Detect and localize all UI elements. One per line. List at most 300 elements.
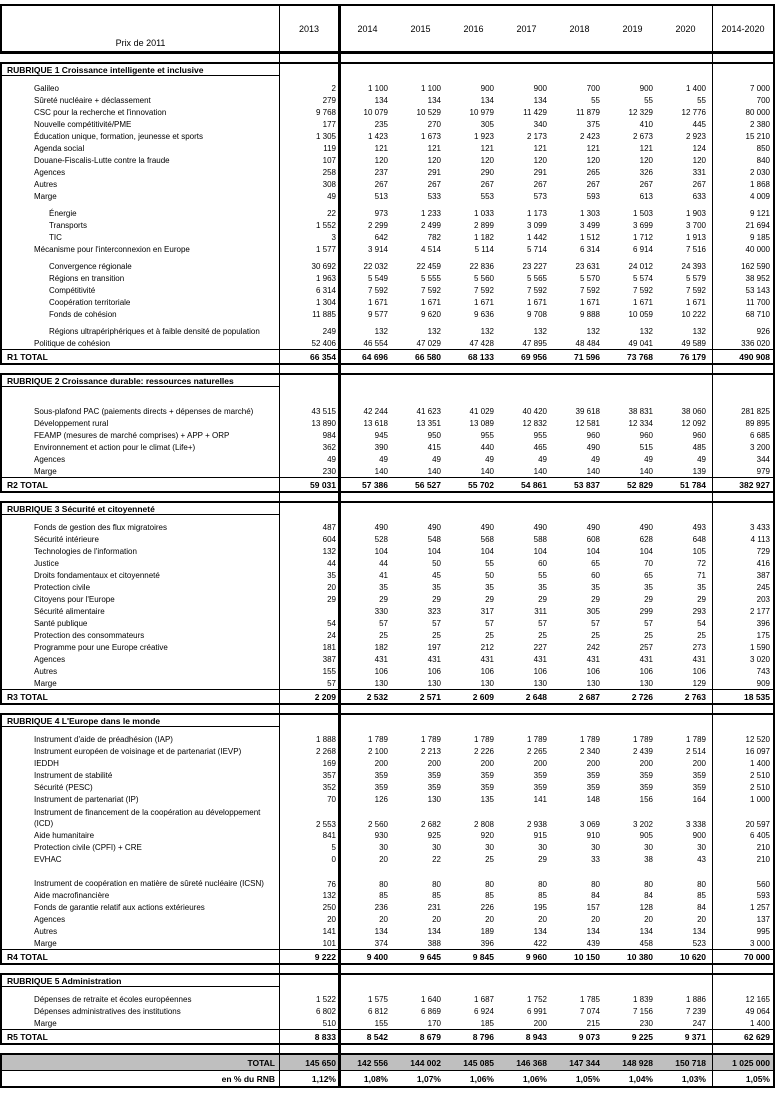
row-label: Sécurité intérieure <box>2 533 280 545</box>
cell-2014-2020: 175 <box>712 629 773 641</box>
cell-2018: 431 <box>586 654 600 664</box>
year-cells-group <box>341 889 712 901</box>
footer-row-total <box>2 1055 773 1071</box>
cell-2014-2020: 18 535 <box>712 690 773 703</box>
cell-2019: 200 <box>639 758 653 768</box>
cell-2020: 139 <box>692 466 706 476</box>
cell-2019: 156 <box>639 794 653 804</box>
row-label: Sûreté nucléaire + déclassement <box>2 94 280 106</box>
cell-2017: 195 <box>533 902 547 912</box>
table-row-fonds-de-garantie-relatif-aux-actions-ext-rieures <box>2 901 773 913</box>
row-label: CSC pour la recherche et l'innovation <box>2 106 280 118</box>
cell-2013: 9 768 <box>280 106 341 118</box>
row-label: R4 TOTAL <box>2 950 280 963</box>
cell-2014-2020: 593 <box>712 889 773 901</box>
cell-2015: 1,07% <box>416 1073 441 1084</box>
cell-2017: 3 099 <box>526 220 547 230</box>
cell-2017: 9 708 <box>526 309 547 319</box>
spacer-row <box>2 387 773 405</box>
cell-2016: 185 <box>480 1018 494 1028</box>
cell-2016: 431 <box>480 654 494 664</box>
cell-2018: 25 <box>591 630 600 640</box>
cell-2020: 35 <box>697 582 706 592</box>
cell-2019: 628 <box>639 534 653 544</box>
cell-2017: 54 861 <box>521 479 547 490</box>
year-cells-group <box>341 503 712 515</box>
table-row-agenda-social <box>2 142 773 154</box>
cell-2013: 35 <box>280 569 341 581</box>
row-label: Instrument de stabilité <box>2 769 280 781</box>
cell-2016: 130 <box>480 678 494 688</box>
cell-2018: 106 <box>586 666 600 676</box>
cell-2016: 35 <box>485 582 494 592</box>
row-label: TIC <box>2 231 280 243</box>
col-header-2015: 2015 <box>410 23 431 34</box>
cell-2020: 24 393 <box>681 261 706 271</box>
year-cells-group <box>341 841 712 853</box>
cell-2013: 141 <box>280 925 341 937</box>
cell-2016: 55 <box>485 558 494 568</box>
cell-2013 <box>280 375 341 387</box>
row-label: R1 TOTAL <box>2 350 280 363</box>
cell-2019: 73 768 <box>627 351 653 362</box>
cell-2014-2020: 3 200 <box>712 441 773 453</box>
cell-2020: 55 <box>697 95 706 105</box>
row-label: Autres <box>2 665 280 677</box>
cell-2016: 85 <box>485 890 494 900</box>
row-label: RUBRIQUE 4 L'Europe dans le monde <box>2 715 280 727</box>
year-cells-group <box>341 677 712 689</box>
cell-2018: 1 303 <box>579 208 600 218</box>
year-cells-group <box>341 805 712 829</box>
cell-2015: 231 <box>427 902 441 912</box>
cell-2018: 593 <box>586 191 600 201</box>
cell-2014-2020: 38 952 <box>712 272 773 284</box>
cell-2013: 44 <box>280 557 341 569</box>
cell-2014: 8 542 <box>366 1031 388 1042</box>
cell-2020: 7 516 <box>685 244 706 254</box>
cell-2013: 70 <box>280 793 341 805</box>
cell-2016: 22 836 <box>469 261 494 271</box>
cell-2018: 134 <box>586 926 600 936</box>
cell-2016: 120 <box>480 155 494 165</box>
cell-2017: 900 <box>533 83 547 93</box>
row-label: Galileo <box>2 82 280 94</box>
cell-2016: 490 <box>480 522 494 532</box>
cell-2014-2020 <box>712 387 773 405</box>
year-cells-group <box>341 337 712 349</box>
cell-2016: 30 <box>485 842 494 852</box>
cell-2015: 950 <box>427 430 441 440</box>
cell-2016: 25 <box>485 630 494 640</box>
separator-vline <box>712 54 713 62</box>
cell-2017: 49 <box>538 454 547 464</box>
cell-2015: 85 <box>432 890 441 900</box>
cell-2018: 242 <box>586 642 600 652</box>
year-cells-group <box>341 853 712 865</box>
cell-2020: 1 913 <box>685 232 706 242</box>
cell-2014: 490 <box>374 522 388 532</box>
year-cells-group <box>341 405 712 417</box>
cell-2014: 25 <box>379 630 388 640</box>
row-label: Agences <box>2 913 280 925</box>
cell-2016: 104 <box>480 546 494 556</box>
cell-2018: 359 <box>586 770 600 780</box>
cell-2017: 1,06% <box>522 1073 547 1084</box>
cell-2018: 120 <box>586 155 600 165</box>
cell-2018: 910 <box>586 830 600 840</box>
cell-2013: 3 <box>280 231 341 243</box>
rubrique-1-title-row <box>2 64 773 76</box>
cell-2020: 38 060 <box>681 406 706 416</box>
cell-2016: 106 <box>480 666 494 676</box>
cell-2019: 1,04% <box>628 1073 653 1084</box>
cell-2018: 148 <box>586 794 600 804</box>
cell-2020: 150 718 <box>675 1057 706 1068</box>
budget-table-sheet <box>0 4 775 1088</box>
cell-2014: 2 560 <box>367 820 388 829</box>
cell-2015: 56 527 <box>415 479 441 490</box>
row-label: Agences <box>2 653 280 665</box>
year-cells-group <box>341 260 712 272</box>
row-label: Autres <box>2 925 280 937</box>
cell-2018: 359 <box>586 782 600 792</box>
row-label: RUBRIQUE 1 Croissance intelligente et inclusive <box>2 64 280 76</box>
row-label: Protection civile <box>2 581 280 593</box>
cell-2016: 267 <box>480 179 494 189</box>
cell-2014-2020: 382 927 <box>712 478 773 491</box>
cell-2015: 533 <box>427 191 441 201</box>
table-row-instrument-de-financement-de-la-coop-ration-au-d-veloppement-icd <box>2 805 773 829</box>
cell-2013: 145 650 <box>280 1055 341 1070</box>
cell-2014: 126 <box>374 794 388 804</box>
row-label: Instrument de coopération en matière de sûreté nucléaire (ICSN) <box>2 865 280 889</box>
cell-2015: 49 <box>432 454 441 464</box>
table-row-protection-des-consommateurs <box>2 629 773 641</box>
cell-2014: 642 <box>374 232 388 242</box>
cell-2020: 132 <box>692 326 706 336</box>
cell-2015: 2 682 <box>420 820 441 829</box>
cell-2015: 134 <box>427 95 441 105</box>
cell-2014: 121 <box>374 143 388 153</box>
year-cells-group <box>341 465 712 477</box>
cell-2015: 22 459 <box>416 261 441 271</box>
table-row-s-curit-pesc <box>2 781 773 793</box>
cell-2018: 11 879 <box>576 107 600 117</box>
cell-2015: 20 <box>432 914 441 924</box>
cell-2020: 1 903 <box>685 208 706 218</box>
cell-2018: 215 <box>586 1018 600 1028</box>
cell-2018: 439 <box>586 938 600 948</box>
cell-2015: 120 <box>427 155 441 165</box>
cell-2014: 513 <box>374 191 388 201</box>
separator-vline <box>279 365 280 373</box>
cell-2014-2020: 2 510 <box>712 769 773 781</box>
cell-2015: 925 <box>427 830 441 840</box>
cell-2014-2020 <box>712 64 773 76</box>
cell-2016: 5 560 <box>473 273 494 283</box>
row-label: Justice <box>2 557 280 569</box>
cell-2013: 66 354 <box>280 350 341 363</box>
year-cells-group <box>341 901 712 913</box>
table-row-galileo <box>2 82 773 94</box>
row-label: Protection des consommateurs <box>2 629 280 641</box>
cell-2018: 39 618 <box>575 406 600 416</box>
separator-vline <box>712 365 713 373</box>
cell-2018: 7 592 <box>579 285 600 295</box>
col-header-2014: 2014 <box>357 23 378 34</box>
year-cells-group <box>341 629 712 641</box>
cell-2017: 2 938 <box>526 820 547 829</box>
row-label: Citoyens pour l'Europe <box>2 593 280 605</box>
cell-2017: 200 <box>533 758 547 768</box>
cell-2020: 1 886 <box>685 994 706 1004</box>
cell-2019: 106 <box>639 666 653 676</box>
cell-2014: 235 <box>374 119 388 129</box>
col-header-2019: 2019 <box>622 23 643 34</box>
cell-2017: 55 <box>538 570 547 580</box>
cell-2019: 128 <box>639 902 653 912</box>
cell-2017: 6 991 <box>526 1006 547 1016</box>
separator-vline <box>712 965 713 973</box>
cell-2014: 46 554 <box>363 338 388 348</box>
year-cells-group <box>341 375 712 387</box>
cell-2018: 2 687 <box>578 691 600 702</box>
cell-2014: 80 <box>379 880 388 889</box>
cell-2018: 6 314 <box>579 244 600 254</box>
cell-2020: 359 <box>692 770 706 780</box>
cell-2014: 2 299 <box>367 220 388 230</box>
cell-2020: 485 <box>692 442 706 452</box>
cell-2018: 490 <box>586 522 600 532</box>
table-row-autres <box>2 178 773 190</box>
cell-2013: 279 <box>280 94 341 106</box>
year-cells-group <box>341 64 712 76</box>
cell-2014-2020: 21 694 <box>712 219 773 231</box>
cell-2015: 57 <box>432 618 441 628</box>
cell-2014: 134 <box>374 95 388 105</box>
col-header-2018: 2018 <box>569 23 590 34</box>
cell-2018: 608 <box>586 534 600 544</box>
row-label: Régions ultrapériphériques et à faible densité de population <box>2 325 280 337</box>
cell-2018: 5 570 <box>579 273 600 283</box>
cell-2019: 3 202 <box>632 820 653 829</box>
cell-2020: 1 671 <box>685 297 706 307</box>
cell-2020: 49 589 <box>681 338 706 348</box>
cell-2018: 200 <box>586 758 600 768</box>
cell-2016: 226 <box>480 902 494 912</box>
year-cells-group <box>341 82 712 94</box>
cell-2016: 29 <box>485 594 494 604</box>
cell-2014: 6 812 <box>367 1006 388 1016</box>
cell-2013: 9 222 <box>280 950 341 963</box>
year-cells-group <box>341 284 712 296</box>
rubrique-3-title-row <box>2 503 773 515</box>
cell-2013: 2 <box>280 82 341 94</box>
cell-2013: 20 <box>280 581 341 593</box>
row-label: Marge <box>2 677 280 689</box>
cell-2014-2020: 6 685 <box>712 429 773 441</box>
cell-2014: 49 <box>379 454 388 464</box>
cell-2013: 487 <box>280 521 341 533</box>
cell-2014-2020: 743 <box>712 665 773 677</box>
cell-2014-2020: 387 <box>712 569 773 581</box>
cell-2018: 20 <box>591 914 600 924</box>
cell-2014-2020: 68 710 <box>712 308 773 320</box>
table-row-nergie <box>2 207 773 219</box>
cell-2016: 121 <box>480 143 494 153</box>
year-cells-group <box>341 231 712 243</box>
table-row-programme-pour-une-europe-cr-ative <box>2 641 773 653</box>
cell-2014: 1 575 <box>367 994 388 1004</box>
cell-2018: 132 <box>586 326 600 336</box>
separator-vline <box>338 1045 341 1053</box>
cell-2015: 9 620 <box>420 309 441 319</box>
cell-2019: 326 <box>639 167 653 177</box>
table-row-marge <box>2 465 773 477</box>
row-label: RUBRIQUE 3 Sécurité et citoyenneté <box>2 503 280 515</box>
cell-2014: 22 032 <box>363 261 388 271</box>
block-separator <box>0 965 775 973</box>
cell-2015: 1 671 <box>420 297 441 307</box>
cell-2014-2020: 49 064 <box>712 1005 773 1017</box>
table-row-transports <box>2 219 773 231</box>
cell-2013: 181 <box>280 641 341 653</box>
cell-2015: 144 002 <box>410 1057 441 1068</box>
table-row-marge <box>2 1017 773 1029</box>
cell-2019: 140 <box>639 466 653 476</box>
cell-2015: 1 789 <box>420 734 441 744</box>
cell-2017: 573 <box>533 191 547 201</box>
row-label: Programme pour une Europe créative <box>2 641 280 653</box>
row-label: Agences <box>2 166 280 178</box>
year-cells-group <box>341 118 712 130</box>
cell-2014-2020: 979 <box>712 465 773 477</box>
cell-2018: 375 <box>586 119 600 129</box>
cell-2013: 119 <box>280 142 341 154</box>
cell-2017: 9 960 <box>525 951 547 962</box>
year-cells-group <box>341 478 712 491</box>
cell-2015: 134 <box>427 926 441 936</box>
cell-2020: 1,03% <box>681 1073 706 1084</box>
cell-2017: 29 <box>538 854 547 864</box>
year-cells-group <box>341 387 712 405</box>
cell-2016: 359 <box>480 782 494 792</box>
row-label: Instrument de partenariat (IP) <box>2 793 280 805</box>
row-label: Marge <box>2 937 280 949</box>
cell-2016: 955 <box>480 430 494 440</box>
cell-2013: 250 <box>280 901 341 913</box>
cell-2016: 1 687 <box>473 994 494 1004</box>
cell-2014: 104 <box>374 546 388 556</box>
cell-2015: 130 <box>427 678 441 688</box>
col-header-2014-2020: 2014-2020 <box>712 6 773 51</box>
cell-2020: 43 <box>697 854 706 864</box>
cell-2014-2020: 210 <box>712 841 773 853</box>
cell-2014: 267 <box>374 179 388 189</box>
cell-2020: 445 <box>692 119 706 129</box>
cell-2014: 130 <box>374 678 388 688</box>
cell-2014: 236 <box>374 902 388 912</box>
cell-2016: 1,06% <box>469 1073 494 1084</box>
cell-2018: 1 512 <box>579 232 600 242</box>
cell-2016: 20 <box>485 914 494 924</box>
table-row-d-penses-administratives-des-institutions <box>2 1005 773 1017</box>
cell-2018: 1 785 <box>579 994 600 1004</box>
cell-2016: 212 <box>480 642 494 652</box>
cell-2020: 29 <box>697 594 706 604</box>
cell-2015: 1 233 <box>420 208 441 218</box>
cell-2014-2020: 12 520 <box>712 733 773 745</box>
cell-2018: 84 <box>591 890 600 900</box>
year-cells-group <box>341 429 712 441</box>
cell-2018: 147 344 <box>569 1057 600 1068</box>
cell-2019: 38 <box>644 854 653 864</box>
cell-2020: 164 <box>692 794 706 804</box>
cell-2014-2020: 62 629 <box>712 1030 773 1043</box>
year-cells-group <box>341 325 712 337</box>
rubrique-1-block <box>0 62 775 365</box>
cell-2013: 1 888 <box>280 733 341 745</box>
cell-2017: 291 <box>533 167 547 177</box>
year-cells-group <box>341 690 712 703</box>
year-cells-group <box>341 190 712 202</box>
cell-2019: 359 <box>639 770 653 780</box>
cell-2014-2020: 926 <box>712 325 773 337</box>
cell-2014-2020: 162 590 <box>712 260 773 272</box>
cell-2019: 458 <box>639 938 653 948</box>
table-row-aide-macrofinanci-re <box>2 889 773 901</box>
cell-2019: 24 012 <box>628 261 653 271</box>
cell-2019: 490 <box>639 522 653 532</box>
cell-2019: 3 699 <box>632 220 653 230</box>
cell-2014-2020: 1 590 <box>712 641 773 653</box>
year-cells-group <box>341 937 712 949</box>
cell-2013: 24 <box>280 629 341 641</box>
cell-2015: 30 <box>432 842 441 852</box>
cell-2013: 352 <box>280 781 341 793</box>
cell-2013 <box>280 975 341 987</box>
cell-2017: 2 265 <box>526 746 547 756</box>
cell-2016: 1 789 <box>473 734 494 744</box>
cell-2017: 85 <box>538 890 547 900</box>
block-separator <box>0 1045 775 1053</box>
separator-vline <box>338 965 341 973</box>
row-label: Aide macrofinancière <box>2 889 280 901</box>
cell-2013: 230 <box>280 465 341 477</box>
cell-2014-2020: 416 <box>712 557 773 569</box>
cell-2016: 440 <box>480 442 494 452</box>
year-cells-group <box>341 950 712 963</box>
cell-2014: 200 <box>374 758 388 768</box>
cell-2018: 49 <box>591 454 600 464</box>
cell-2020: 293 <box>692 606 706 616</box>
cell-2018: 9 888 <box>579 309 600 319</box>
cell-2016: 7 592 <box>473 285 494 295</box>
row-label: Autres <box>2 178 280 190</box>
cell-2017: 132 <box>533 326 547 336</box>
cell-2015: 267 <box>427 179 441 189</box>
cell-2020: 960 <box>692 430 706 440</box>
cell-2015: 359 <box>427 770 441 780</box>
cell-2013: 2 209 <box>280 690 341 703</box>
cell-2016: 1 923 <box>473 131 494 141</box>
cell-2016: 8 796 <box>472 1031 494 1042</box>
cell-2013: 510 <box>280 1017 341 1029</box>
cell-2013: 30 692 <box>280 260 341 272</box>
cell-2016: 80 <box>485 880 494 889</box>
table-row-r-gions-ultrap-riph-riques-et-faible-densit-de-population <box>2 325 773 337</box>
